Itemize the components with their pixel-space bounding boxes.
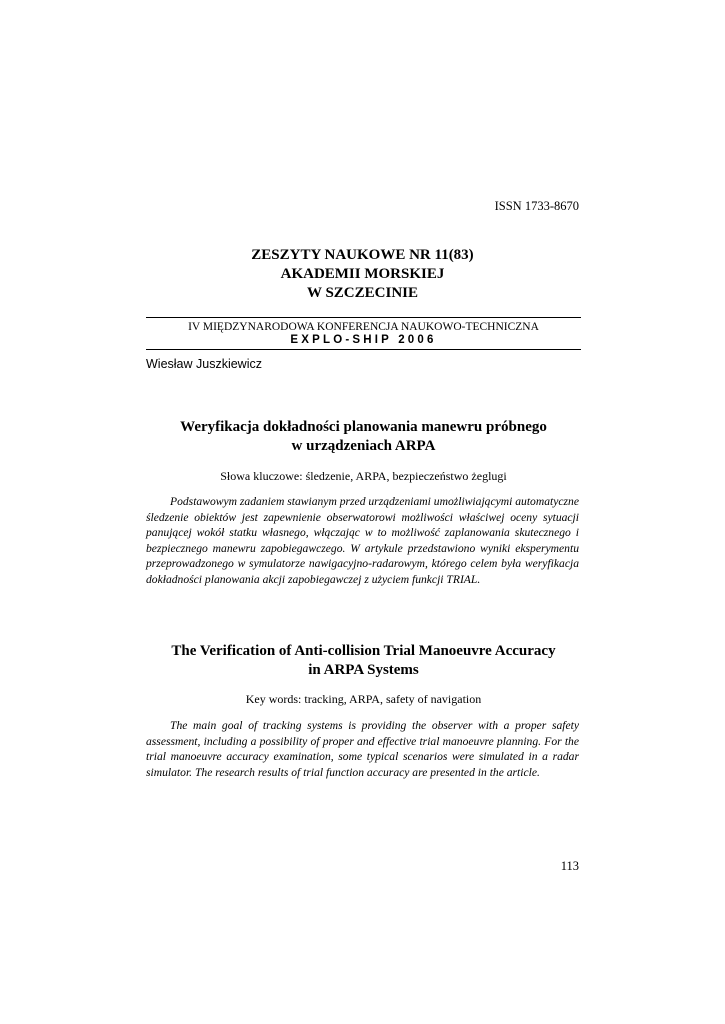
journal-title-line: ZESZYTY NAUKOWE NR 11(83) bbox=[251, 247, 474, 263]
title-english-line: The Verification of Anti-collision Trial Manoeuvre Accuracy bbox=[171, 643, 556, 659]
page-number: 113 bbox=[560, 859, 579, 873]
journal-title-line: AKADEMII MORSKIEJ bbox=[280, 266, 445, 282]
author-name: Wiesław Juszkiewicz bbox=[146, 357, 262, 371]
title-english-line: in ARPA Systems bbox=[308, 662, 419, 678]
title-polish bbox=[146, 418, 581, 456]
divider-bottom bbox=[146, 349, 581, 350]
title-polish-line: w urządzeniach ARPA bbox=[291, 438, 436, 454]
conference-name: IV MIĘDZYNARODOWA KONFERENCJA NAUKOWO-TECHNICZNA bbox=[188, 321, 539, 333]
journal-title-line: W SZCZECINIE bbox=[306, 285, 418, 301]
title-english bbox=[146, 642, 581, 680]
journal-title bbox=[0, 246, 725, 303]
event-name: EXPLO-SHIP 2006 bbox=[290, 334, 437, 346]
keywords-polish: Słowa kluczowe: śledzenie, ARPA, bezpieczeństwo żeglugi bbox=[220, 469, 507, 483]
abstract-polish: Podstawowym zadaniem stawianym przed urządzeniami umożliwiającymi automatyczne śledzenie obiektów jest zapewnienie obserwatorowi możliwości właściwej oceny sytuacji panującej wokół statku własnego, włączając w to możliwość zaplanowania skutecznego i bezpiecznego manewru zapobiegawczego. W artykule przedstawiono wyniki eksperymentu przeprowadzonego w symulatorze nawigacyjno-radarowym, którego celem była weryfikacja dokładności planowania akcji zapobiegawczej z użyciem funkcji TRIAL. bbox=[146, 495, 579, 586]
divider-top bbox=[146, 317, 581, 318]
keywords-english: Key words: tracking, ARPA, safety of navigation bbox=[245, 692, 482, 706]
title-polish-line: Weryfikacja dokładności planowania manewru próbnego bbox=[180, 419, 547, 435]
abstract-english: The main goal of tracking systems is providing the observer with a proper safety assessment, including a possibility of proper and effective trial manoeuvre planning. For the trial manoeuvre accuracy examination, some typical scenarios were simulated in a radar simulator. The research results of trial function accuracy are presented in the article. bbox=[146, 719, 579, 779]
issn: ISSN 1733-8670 bbox=[494, 199, 579, 213]
